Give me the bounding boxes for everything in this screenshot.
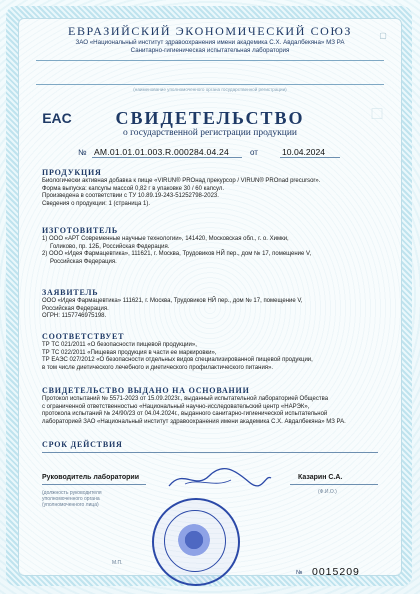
conforms-line: ТР ТС 022/2011 «Пищевая продукция в части ее маркировки», <box>42 349 217 356</box>
product-line: Сведения о продукции: 1 (страница 1). <box>42 200 151 207</box>
manufacturer-section-title: ИЗГОТОВИТЕЛЬ <box>42 226 118 235</box>
corner-watermark-icon: ▢ <box>379 31 387 40</box>
stamp-emblem-icon <box>178 524 210 556</box>
manufacturer-line: 2) ООО «Идея Фармацевтика», 111621, г. Москва, Трудовиков НЙ пер., дом № 17, помещение V, <box>42 251 312 258</box>
conforms-line: в том числе диетического лечебного и диетического профилактического питания». <box>42 364 274 371</box>
form-serial-number: 0015209 <box>312 566 360 578</box>
issuing-organization <box>24 39 396 55</box>
header-divider <box>36 60 384 61</box>
date-label: от <box>250 148 258 157</box>
issued-basis-line: Протокол испытаний № 5571-2023 от 15.09.2023г., выданный испытательной лабораторией Общества <box>42 396 329 402</box>
issued-basis-line: лабораторией ЗАО «Национальный институт здравоохранения имени академика С.Х. Авдалбекяна» МЗ РА. <box>42 418 346 425</box>
certificate-number: AM.01.01.01.003.R.000284.04.24 <box>94 147 230 157</box>
union-title: ЕВРАЗИЙСКИЙ ЭКОНОМИЧЕСКИЙ СОЮЗ <box>68 24 352 38</box>
product-line: Форма выпуска: капсулы массой 0,82 г в упаковке 30 / 60 капсул. <box>42 185 224 192</box>
certificate-date: 10.04.2024 <box>282 147 326 157</box>
authority-caption: (наименование уполномоченного органа государственной регистрации) <box>133 87 287 92</box>
issued-basis-line: протокола испытаний № 24/90/23 от 04.04.2024г., выданного санитарно-гигиенической испытательной <box>42 411 328 418</box>
issued-basis-details <box>42 396 382 426</box>
number-label: № <box>78 148 87 157</box>
applicant-line: ООО «Идея Фармацевтика» 111621, г. Москва, Трудовиков НЙ пер., дом № 17, помещение V, <box>42 298 303 304</box>
official-stamp-icon <box>152 498 240 586</box>
conforms-line: ТР ТС 021/2011 «О безопасности пищевой продукции», <box>42 342 197 348</box>
signatory-name: Казарин С.А. <box>298 474 343 481</box>
number-underline <box>92 157 242 158</box>
org-line-2: Санитарно-гигиеническая испытательная лаборатория <box>130 47 290 54</box>
name-caption: (Ф.И.О.) <box>318 489 337 495</box>
header-divider <box>36 84 384 85</box>
certificate-title: СВИДЕТЕЛЬСТВО <box>115 108 305 128</box>
manufacturer-details <box>42 236 382 266</box>
svg-text:EAC: EAC <box>42 110 72 126</box>
applicant-line: Российская Федерация. <box>42 305 109 312</box>
conforms-details <box>42 342 382 372</box>
date-underline <box>280 157 340 158</box>
applicant-details <box>42 298 382 321</box>
issued-basis-line: с ограниченной ответственностью «Национальный научно-исследовательский центр «НАРЭК», <box>42 403 310 410</box>
validity-underline <box>42 452 378 453</box>
product-section-title: ПРОДУКЦИЯ <box>42 168 102 177</box>
manufacturer-line: Голиково, пр. 12Б, Российская Федерация. <box>50 243 170 250</box>
product-line: Произведена в соответствии с ТУ 10.89.19-243-51252798-2023. <box>42 193 219 200</box>
name-underline <box>290 484 378 485</box>
manufacturer-line: 1) ООО «АРТ Современные научные технологии», 141420, Московская обл., г. о. Химки, <box>42 236 289 242</box>
position-underline <box>42 484 146 485</box>
caption-line: (уполномоченного лица) <box>42 502 99 508</box>
org-line-1: ЗАО «Национальный институт здравоохранения имени академика С.Х. Авдалбекяна» МЗ РА <box>75 39 345 46</box>
conforms-section-title: СООТВЕТСТВУЕТ <box>42 332 125 341</box>
serial-label: № <box>296 570 303 576</box>
certificate-subtitle: о государственной регистрации продукции <box>123 128 297 138</box>
watermark-logo-icon: □ <box>371 103 383 123</box>
applicant-line: ОГРН: 1157746975198. <box>42 313 107 320</box>
product-details <box>42 178 382 208</box>
product-line: Биологически активная добавка к пище «VIRUN® PROнад прекурсор / VIRUN® PROnad precursor». <box>42 178 321 184</box>
position-caption <box>42 490 152 508</box>
head-of-lab-label: Руководитель лаборатории <box>42 474 140 481</box>
validity-section-title: СРОК ДЕЙСТВИЯ <box>42 440 123 449</box>
caption-line: (должность руководителя <box>42 490 102 496</box>
issued-basis-section-title: СВИДЕТЕЛЬСТВО ВЫДАНО НА ОСНОВАНИИ <box>42 386 250 395</box>
signature-icon <box>165 464 275 494</box>
manufacturer-line: Российская Федерация. <box>50 258 117 265</box>
caption-line: уполномоченного органа <box>42 496 100 502</box>
conforms-line: ТР ЕАЭС 027/2012 «О безопасности отдельных видов специализированной пищевой продукции, <box>42 357 313 364</box>
seal-caption: М.П. <box>112 560 123 566</box>
applicant-section-title: ЗАЯВИТЕЛЬ <box>42 288 99 297</box>
